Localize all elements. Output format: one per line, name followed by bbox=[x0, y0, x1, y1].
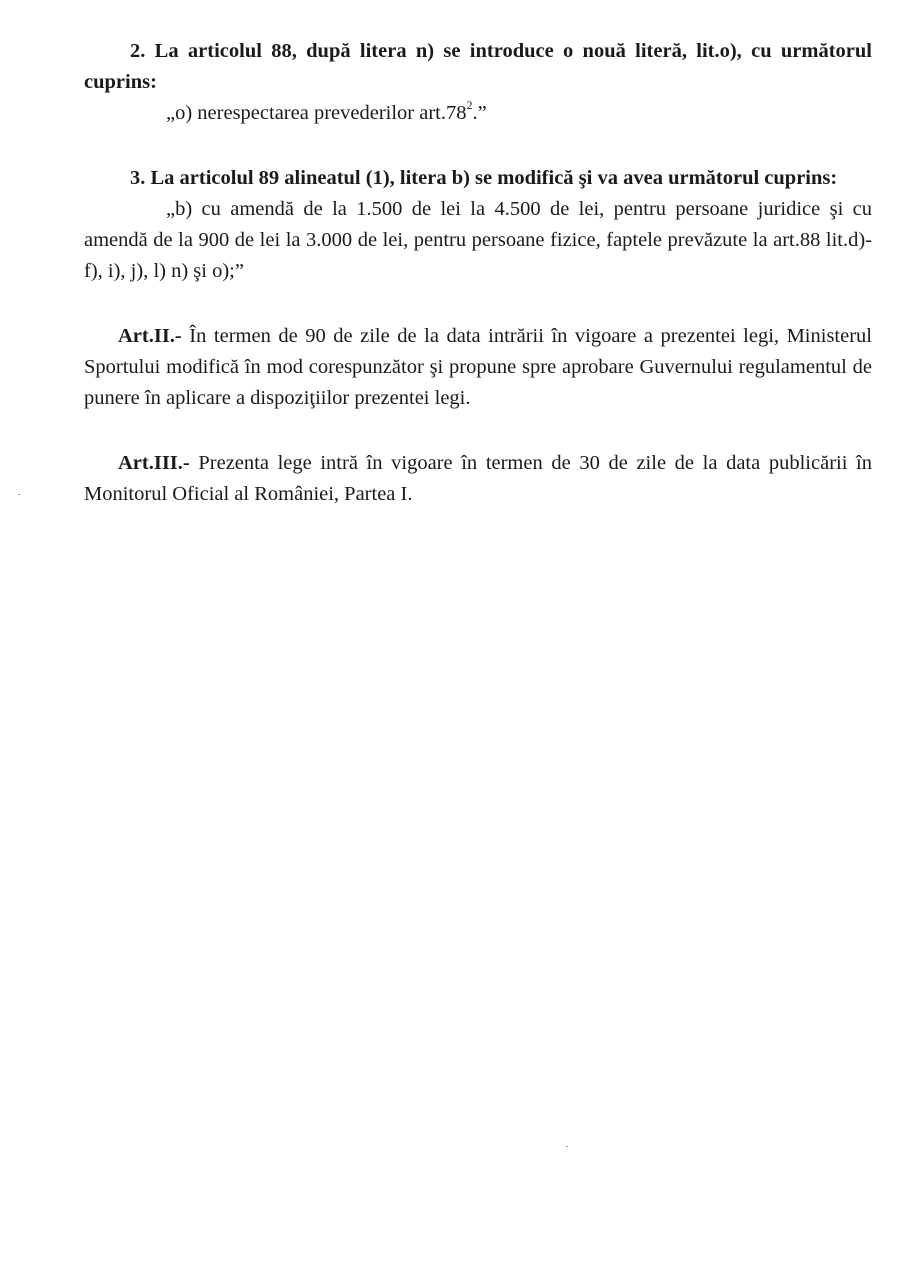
article-2-label: Art.II.- bbox=[118, 325, 182, 347]
item-2-quote-end: .” bbox=[472, 102, 487, 124]
document-page bbox=[84, 36, 872, 510]
article-3 bbox=[84, 448, 872, 510]
article-2-text: În termen de 90 de zile de la data intrării în vigoare a prezentei legi, Ministerul Sportului modifică în mod corespunzător şi propune spre aprobare Guvernului regulamentul de punere în aplicare a dispoziţiilor prezentei legi. bbox=[84, 325, 872, 409]
item-2-heading: 2. La articolul 88, după litera n) se introduce o nouă literă, lit.o), cu următorul cuprins: bbox=[84, 40, 872, 93]
item-3-quote: „b) cu amendă de la 1.500 de lei la 4.500 de lei, pentru persoane juridice şi cu amendă de la 900 de lei la 3.000 de lei, pentru persoane fizice, faptele prevăzute la art.88 lit.d)-f), i), j), l) n) şi o);” bbox=[84, 198, 872, 282]
item-3-heading: 3. La articolul 89 alineatul (1), litera b) se modifică şi va avea următorul cuprins: bbox=[130, 167, 838, 189]
scan-speck bbox=[18, 494, 20, 495]
article-2 bbox=[84, 321, 872, 414]
item-2-quote bbox=[84, 98, 872, 129]
article-3-text: Prezenta lege intră în vigoare în termen de 30 de zile de la data publicării în Monitorul Oficial al României, Partea I. bbox=[84, 452, 872, 505]
article-3-label: Art.III.- bbox=[118, 452, 190, 474]
scan-speck bbox=[566, 1146, 568, 1147]
item-2-quote-text: „o) nerespectarea prevederilor art.78 bbox=[166, 102, 467, 124]
item-2-quote-superscript: 2 bbox=[466, 98, 473, 113]
